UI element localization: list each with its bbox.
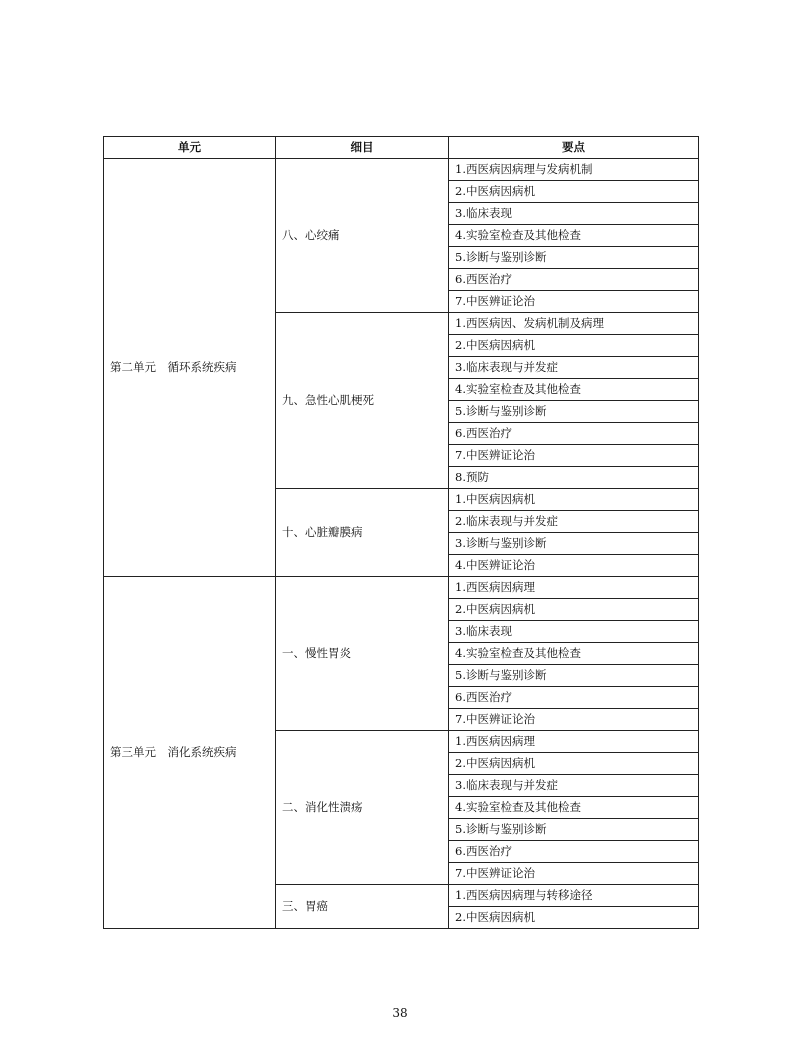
point-cell: 1.西医病因、发病机制及病理 [449, 313, 699, 335]
point-cell: 5.诊断与鉴别诊断 [449, 665, 699, 687]
point-cell: 5.诊断与鉴别诊断 [449, 401, 699, 423]
topic-cell: 三、胃癌 [276, 885, 449, 929]
point-cell: 7.中医辨证论治 [449, 863, 699, 885]
point-cell: 4.实验室检查及其他检查 [449, 643, 699, 665]
point-cell: 1.西医病因病理 [449, 577, 699, 599]
point-cell: 4.中医辨证论治 [449, 555, 699, 577]
point-cell: 1.西医病因病理与转移途径 [449, 885, 699, 907]
point-cell: 2.中医病因病机 [449, 599, 699, 621]
point-cell: 4.实验室检查及其他检查 [449, 379, 699, 401]
point-cell: 7.中医辨证论治 [449, 291, 699, 313]
table-body [104, 159, 699, 929]
point-cell: 3.临床表现 [449, 621, 699, 643]
point-cell: 7.中医辨证论治 [449, 445, 699, 467]
point-cell: 6.西医治疗 [449, 841, 699, 863]
point-cell: 3.临床表现与并发症 [449, 775, 699, 797]
page-number: 38 [392, 1006, 408, 1020]
unit-cell: 第三单元 消化系统疾病 [104, 577, 276, 929]
syllabus-table [103, 136, 699, 929]
point-cell: 7.中医辨证论治 [449, 709, 699, 731]
table-header-row [104, 137, 699, 159]
topic-cell: 九、急性心肌梗死 [276, 313, 449, 489]
point-cell: 6.西医治疗 [449, 269, 699, 291]
point-cell: 4.实验室检查及其他检查 [449, 797, 699, 819]
point-cell: 2.临床表现与并发症 [449, 511, 699, 533]
point-cell: 3.诊断与鉴别诊断 [449, 533, 699, 555]
point-cell: 6.西医治疗 [449, 687, 699, 709]
topic-cell: 二、消化性溃疡 [276, 731, 449, 885]
point-cell: 8.预防 [449, 467, 699, 489]
unit-cell: 第二单元 循环系统疾病 [104, 159, 276, 577]
header-topic: 细目 [276, 137, 449, 159]
point-cell: 5.诊断与鉴别诊断 [449, 247, 699, 269]
point-cell: 1.中医病因病机 [449, 489, 699, 511]
topic-cell: 八、心绞痛 [276, 159, 449, 313]
header-points: 要点 [449, 137, 699, 159]
point-cell: 2.中医病因病机 [449, 907, 699, 929]
topic-cell: 一、慢性胃炎 [276, 577, 449, 731]
header-unit: 单元 [104, 137, 276, 159]
point-cell: 1.西医病因病理与发病机制 [449, 159, 699, 181]
topic-cell: 十、心脏瓣膜病 [276, 489, 449, 577]
table-row [104, 159, 699, 181]
table-row [104, 577, 699, 599]
point-cell: 4.实验室检查及其他检查 [449, 225, 699, 247]
point-cell: 5.诊断与鉴别诊断 [449, 819, 699, 841]
point-cell: 3.临床表现与并发症 [449, 357, 699, 379]
point-cell: 3.临床表现 [449, 203, 699, 225]
point-cell: 2.中医病因病机 [449, 753, 699, 775]
point-cell: 6.西医治疗 [449, 423, 699, 445]
point-cell: 2.中医病因病机 [449, 181, 699, 203]
point-cell: 2.中医病因病机 [449, 335, 699, 357]
point-cell: 1.西医病因病理 [449, 731, 699, 753]
